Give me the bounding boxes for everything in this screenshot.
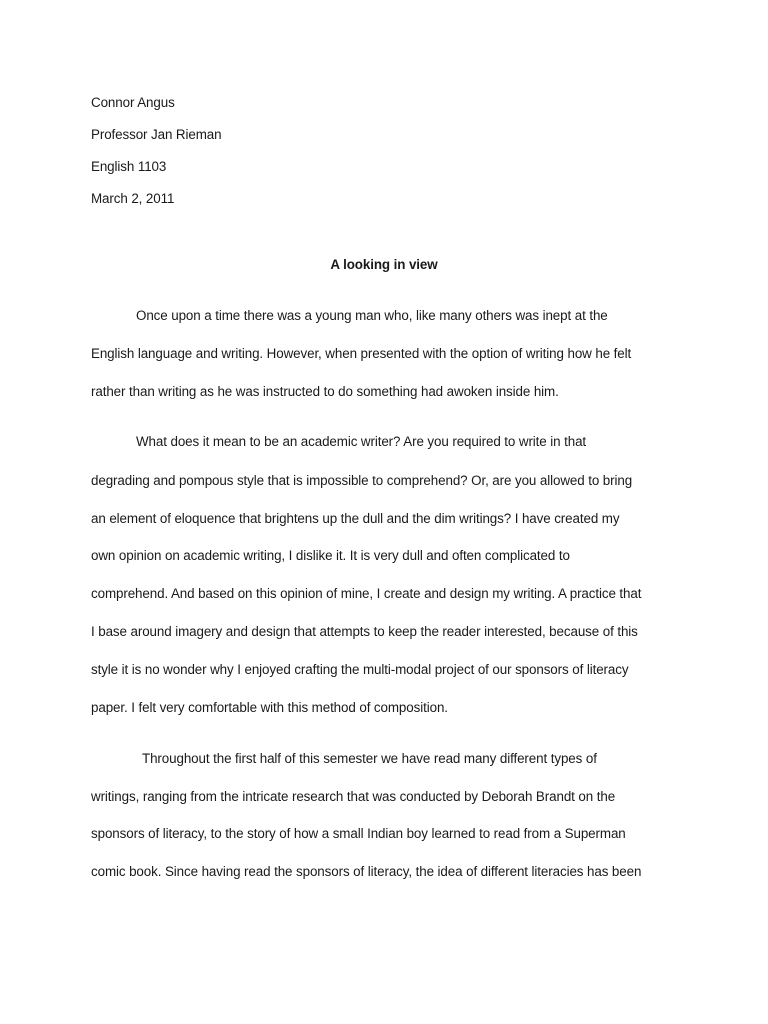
paragraph-2-line: paper. I felt very comfortable with this method of composition. [91, 700, 448, 715]
paragraph-2-line: degrading and pompous style that is impossible to comprehend? Or, are you allowed to bring [91, 473, 633, 488]
paragraph-2-line: own opinion on academic writing, I dislike it. It is very dull and often complicated to [91, 548, 570, 563]
paragraph-3-line: sponsors of literacy, to the story of how a small Indian boy learned to read from a Superman [91, 826, 626, 841]
document-date: March 2, 2011 [91, 191, 175, 206]
author-name: Connor Angus [91, 95, 175, 110]
paragraph-1-line: English language and writing. However, when presented with the option of writing how he felt [91, 346, 632, 361]
paragraph-2-line: style it is no wonder why I enjoyed crafting the multi-modal project of our sponsors of literacy [91, 662, 629, 677]
paragraph-2-line: an element of eloquence that brightens up the dull and the dim writings? I have created my [91, 511, 620, 526]
paragraph-2-line: comprehend. And based on this opinion of mine, I create and design my writing. A practice that [91, 586, 642, 601]
paragraph-1-line: rather than writing as he was instructed to do something had awoken inside him. [91, 384, 559, 399]
paragraph-1-line: Once upon a time there was a young man who, like many others was inept at the [136, 308, 608, 323]
paragraph-3-line: Throughout the first half of this semester we have read many different types of [142, 751, 597, 766]
professor-name: Professor Jan Rieman [91, 127, 222, 142]
paragraph-3-line: writings, ranging from the intricate research that was conducted by Deborah Brandt on the [91, 789, 616, 804]
course-name: English 1103 [91, 159, 167, 174]
paragraph-2-line: I base around imagery and design that attempts to keep the reader interested, because of this [91, 624, 638, 639]
document-title: A looking in view [330, 257, 438, 272]
paragraph-2-line: What does it mean to be an academic writer? Are you required to write in that [136, 434, 587, 449]
paragraph-3-line: comic book. Since having read the sponsors of literacy, the idea of different literacies has been [91, 864, 642, 879]
